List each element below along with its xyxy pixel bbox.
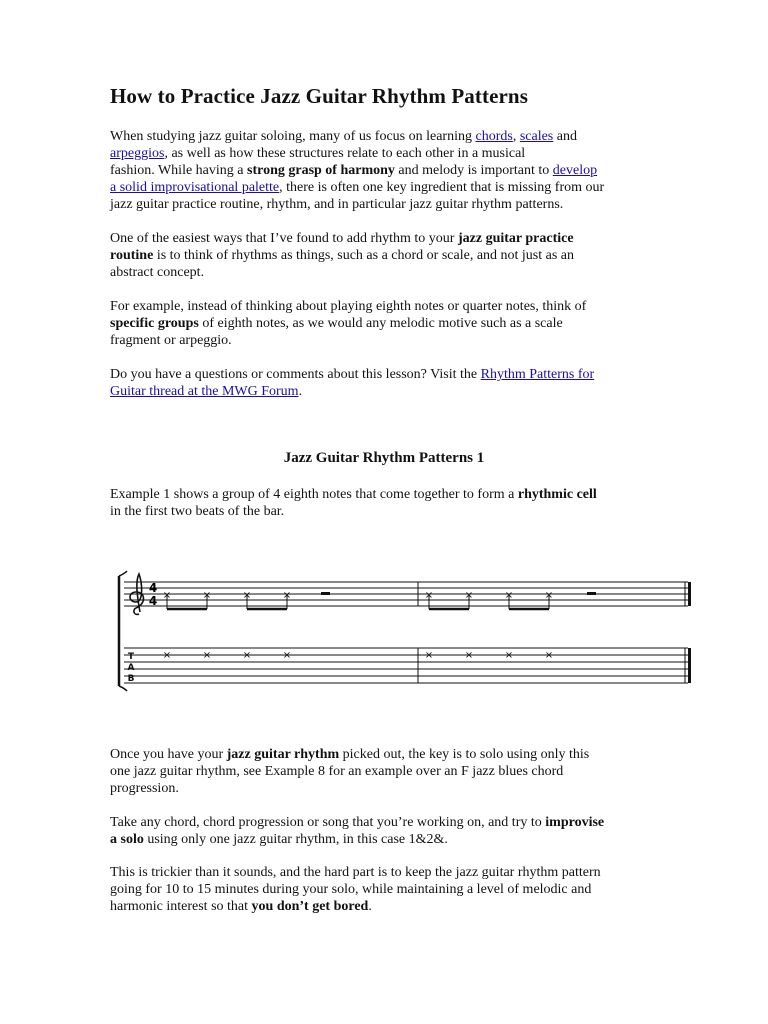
tab-mark: ×: [424, 650, 434, 661]
tab-mark: ×: [162, 650, 172, 661]
note-head: ×: [242, 590, 252, 601]
text: ,: [512, 129, 520, 144]
tricky-paragraph: [110, 864, 670, 915]
page-title: How to Practice Jazz Guitar Rhythm Patterns: [110, 84, 528, 108]
measure-1-stems: [167, 594, 287, 609]
measure-1-notes: [163, 590, 291, 601]
forum-thread-link[interactable]: Rhythm Patterns for: [480, 367, 595, 382]
forum-thread-link-cont[interactable]: Guitar thread at the MWG Forum: [110, 384, 299, 399]
measure-2-stems: [429, 594, 549, 609]
tab-mark: ×: [282, 650, 292, 661]
time-signature-top: 4: [148, 581, 158, 595]
text: fashion. While having a: [110, 163, 247, 178]
text: Example 1 shows a group of 4 eighth notes that come together to form a: [110, 487, 518, 502]
text: Do you have a questions or comments about this lesson? Visit the: [110, 367, 481, 382]
rhythm-choice-paragraph: [110, 746, 670, 797]
bold-text: you don’t get bored: [251, 899, 369, 914]
text: This is trickier than it sounds, and the hard part is to keep the jazz guitar rhythm pattern: [110, 865, 601, 880]
text: going for 10 to 15 minutes during your solo, while maintaining a level of melodic and: [110, 882, 592, 897]
tab-mark: ×: [202, 650, 212, 661]
example-paragraph: [110, 298, 670, 349]
measure-2-notes: [425, 590, 553, 601]
bold-text: jazz guitar rhythm: [226, 747, 340, 762]
note-head: ×: [464, 590, 474, 601]
text: , there is often one key ingredient that is missing from our: [279, 180, 605, 195]
text: Once you have your: [110, 747, 227, 762]
develop-palette-link-cont[interactable]: a solid improvisational palette: [110, 180, 280, 195]
bold-text: routine: [110, 248, 154, 263]
note-head: ×: [282, 590, 292, 601]
tab-mark: ×: [544, 650, 554, 661]
text: abstract concept.: [110, 265, 205, 280]
text: harmonic interest so that: [110, 899, 252, 914]
bold-text: a solo: [110, 832, 144, 847]
chords-link[interactable]: chords: [475, 129, 513, 144]
note-head: ×: [202, 590, 212, 601]
rhythm-notation: [112, 570, 696, 694]
text: Take any chord, chord progression or song that you’re working on, and try to: [110, 815, 546, 830]
half-rest: [321, 592, 330, 595]
tab-label: [128, 652, 135, 684]
arpeggios-link[interactable]: arpeggios: [110, 146, 165, 161]
intro-paragraph: [110, 128, 670, 213]
text: one jazz guitar rhythm, see Example 8 for an example over an F jazz blues chord: [110, 764, 564, 779]
tab-letter-t: T: [127, 652, 135, 662]
text: fragment or arpeggio.: [110, 333, 232, 348]
text: When studying jazz guitar soloing, many of us focus on learning: [110, 129, 476, 144]
text: in the first two beats of the bar.: [110, 504, 285, 519]
text: and melody is important to: [394, 163, 553, 178]
text: using only one jazz guitar rhythm, in this case 1&2&.: [143, 832, 448, 847]
bold-text: rhythmic cell: [517, 487, 597, 502]
half-rest: [587, 592, 596, 595]
tab-letter-a: A: [127, 663, 135, 673]
tab-mark: ×: [464, 650, 474, 661]
forum-paragraph: [110, 366, 670, 400]
system-bracket: [119, 571, 127, 691]
rhythm-paragraph: [110, 230, 670, 281]
text: , as well as how these structures relate to each other in a musical: [164, 146, 526, 161]
bold-text: jazz guitar practice: [457, 231, 574, 246]
develop-palette-link[interactable]: develop: [552, 163, 598, 178]
text: of eighth notes, as we would any melodic motive such as a scale: [198, 316, 563, 331]
note-head: ×: [504, 590, 514, 601]
text: jazz guitar practice routine, rhythm, and in particular jazz guitar rhythm patterns.: [110, 197, 564, 212]
scales-link[interactable]: scales: [519, 129, 554, 144]
time-signature-bottom: 4: [148, 594, 158, 608]
text: .: [368, 899, 372, 914]
text: progression.: [110, 781, 179, 796]
section-title: Jazz Guitar Rhythm Patterns 1: [283, 450, 485, 466]
bold-text: specific groups: [110, 316, 199, 331]
tab-final-barline: [685, 648, 691, 683]
text: .: [298, 384, 303, 399]
cell-paragraph: [110, 486, 670, 520]
text: and: [553, 129, 577, 144]
note-head: ×: [544, 590, 554, 601]
text: picked out, the key is to solo using only this: [339, 747, 590, 762]
note-head: ×: [424, 590, 434, 601]
note-head: ×: [162, 590, 172, 601]
improvise-paragraph: [110, 814, 670, 848]
tab-mark: ×: [504, 650, 514, 661]
text: One of the easiest ways that I’ve found to add rhythm to your: [110, 231, 458, 246]
text: is to think of rhythms as things, such as a chord or scale, and not just as an: [153, 248, 575, 263]
tab-mark: ×: [242, 650, 252, 661]
text: For example, instead of thinking about playing eighth notes or quarter notes, think of: [110, 299, 587, 314]
bold-text: strong grasp of harmony: [247, 163, 395, 178]
bold-text: improvise: [545, 815, 605, 830]
tab-letter-b: B: [127, 674, 135, 684]
